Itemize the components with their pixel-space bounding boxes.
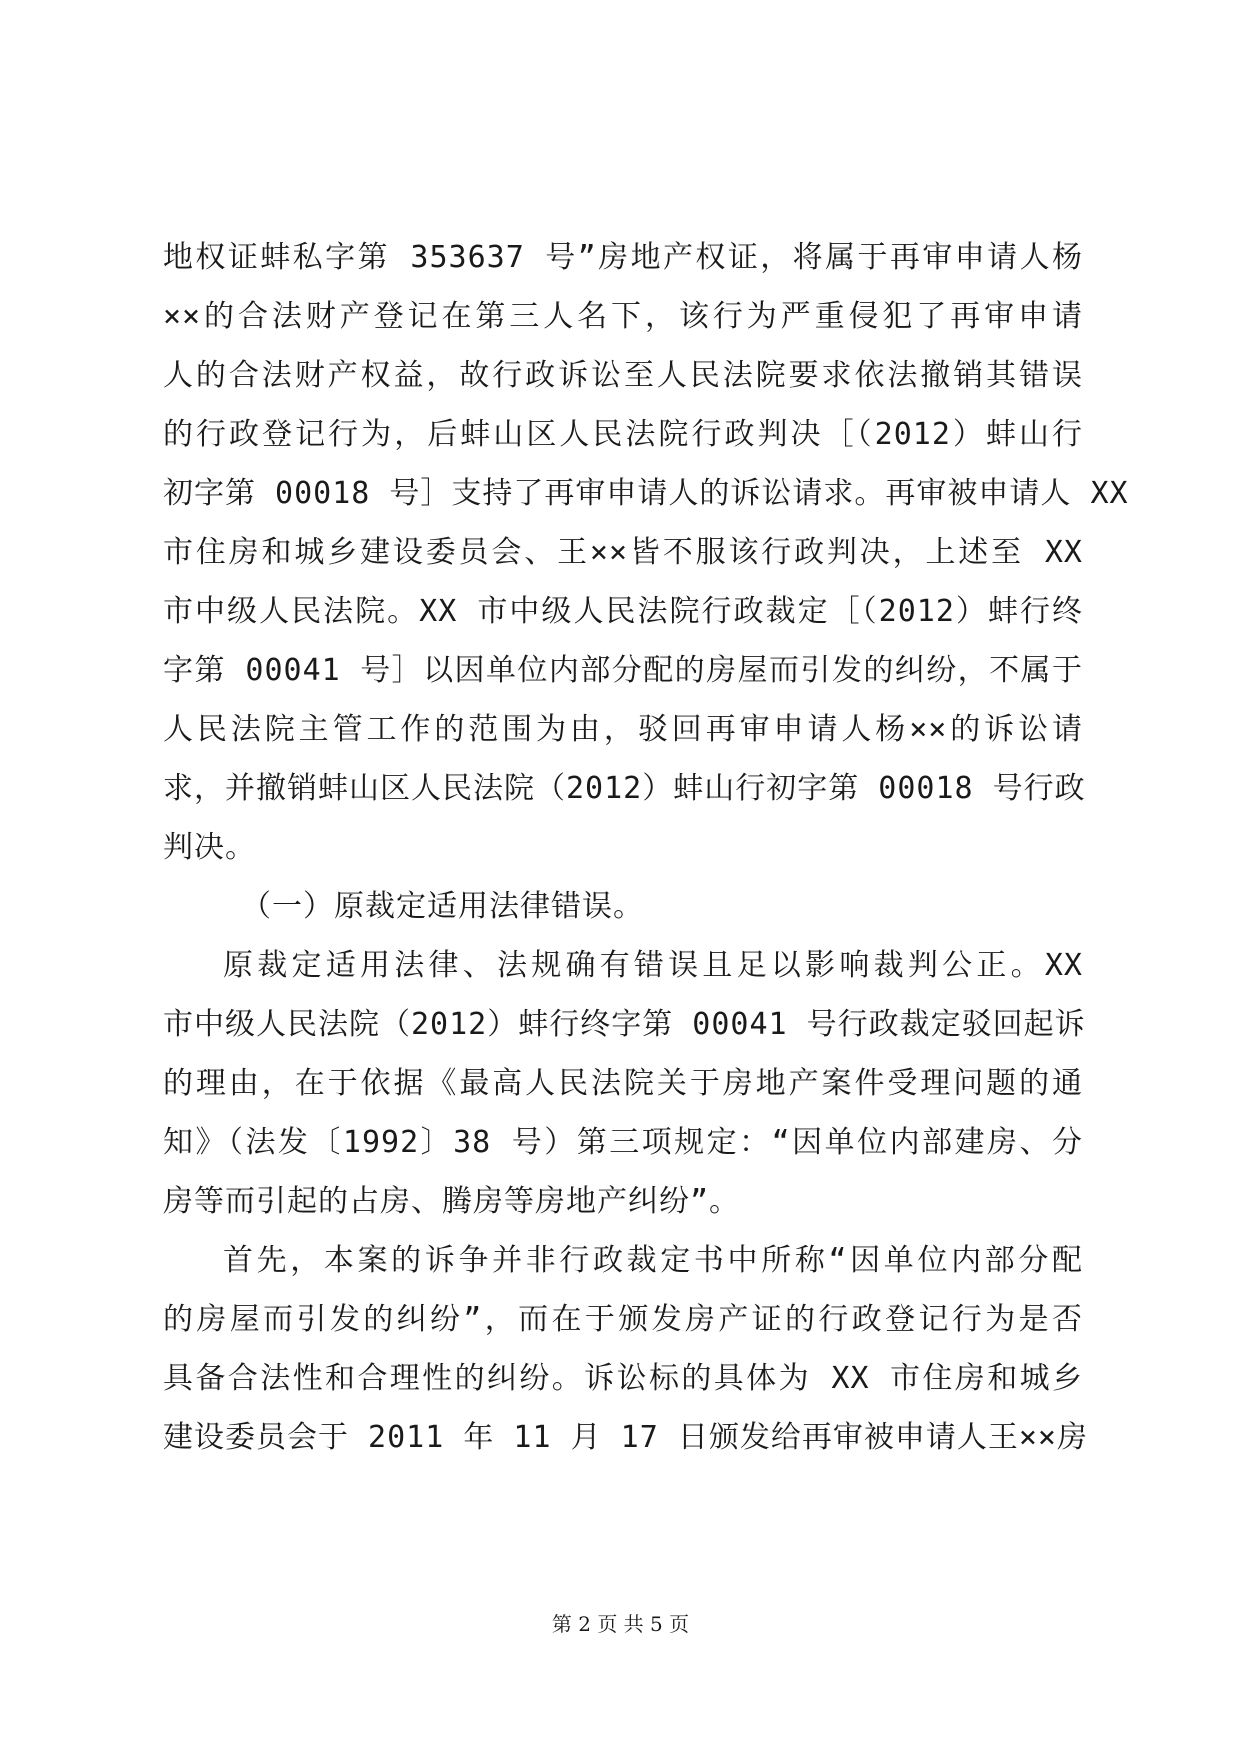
- text-line: ××的合法财产登记在第三人名下，该行为严重侵犯了再审申请: [163, 299, 1083, 334]
- paragraph-2: [163, 936, 1086, 1231]
- text-line: 人的合法财产权益，故行政诉讼至人民法院要求依法撤销其错误: [163, 358, 1083, 393]
- text-line: 市中级人民法院（2012）蚌行终字第 00041 号行政裁定驳回起诉: [163, 1007, 1086, 1042]
- page-number-footer: 第 2 页 共 5 页: [551, 1612, 690, 1636]
- text-line: 知》（法发〔1992〕38 号）第三项规定：“因单位内部建房、分: [163, 1125, 1083, 1160]
- text-line: 市住房和城乡建设委员会、王××皆不服该行政判决，上述至 XX: [163, 535, 1083, 570]
- text-line: 原裁定适用法律、法规确有错误且足以影响裁判公正。XX: [223, 948, 1083, 983]
- text-line: 具备合法性和合理性的纠纷。诉讼标的具体为 XX 市住房和城乡: [163, 1361, 1083, 1396]
- text-line: 的理由，在于依据《最高人民法院关于房地产案件受理问题的通: [163, 1066, 1083, 1101]
- text-line: 市中级人民法院。XX 市中级人民法院行政裁定［（2012）蚌行终: [163, 594, 1083, 629]
- document-body: [163, 228, 1129, 1467]
- section-heading: （一）原裁定适用法律错误。: [241, 889, 644, 924]
- text-line: 初字第 00018 号］支持了再审申请人的诉讼请求。再审被申请人 XX: [163, 476, 1129, 511]
- text-line: 求，并撤销蚌山区人民法院（2012）蚌山行初字第 00018 号行政: [163, 771, 1086, 806]
- text-line: 地权证蚌私字第 353637 号”房地产权证，将属于再审申请人杨: [163, 240, 1083, 275]
- paragraph-1: [163, 228, 1129, 877]
- text-line: 字第 00041 号］以因单位内部分配的房屋而引发的纠纷，不属于: [163, 653, 1083, 688]
- text-line: 人民法院主管工作的范围为由，驳回再审申请人杨××的诉讼请: [163, 712, 1083, 747]
- text-line: 首先，本案的诉争并非行政裁定书中所称“因单位内部分配: [223, 1243, 1083, 1278]
- paragraph-3: [163, 1231, 1088, 1467]
- text-line: 判决。: [163, 830, 256, 865]
- text-line: 的房屋而引发的纠纷”，而在于颁发房产证的行政登记行为是否: [163, 1302, 1083, 1337]
- text-line: 的行政登记行为，后蚌山区人民法院行政判决［（2012）蚌山行: [163, 417, 1083, 452]
- text-line: 建设委员会于 2011 年 11 月 17 日颁发给再审被申请人王××房: [163, 1420, 1088, 1455]
- text-line: 房等而引起的占房、腾房等房地产纠纷”。: [163, 1184, 741, 1219]
